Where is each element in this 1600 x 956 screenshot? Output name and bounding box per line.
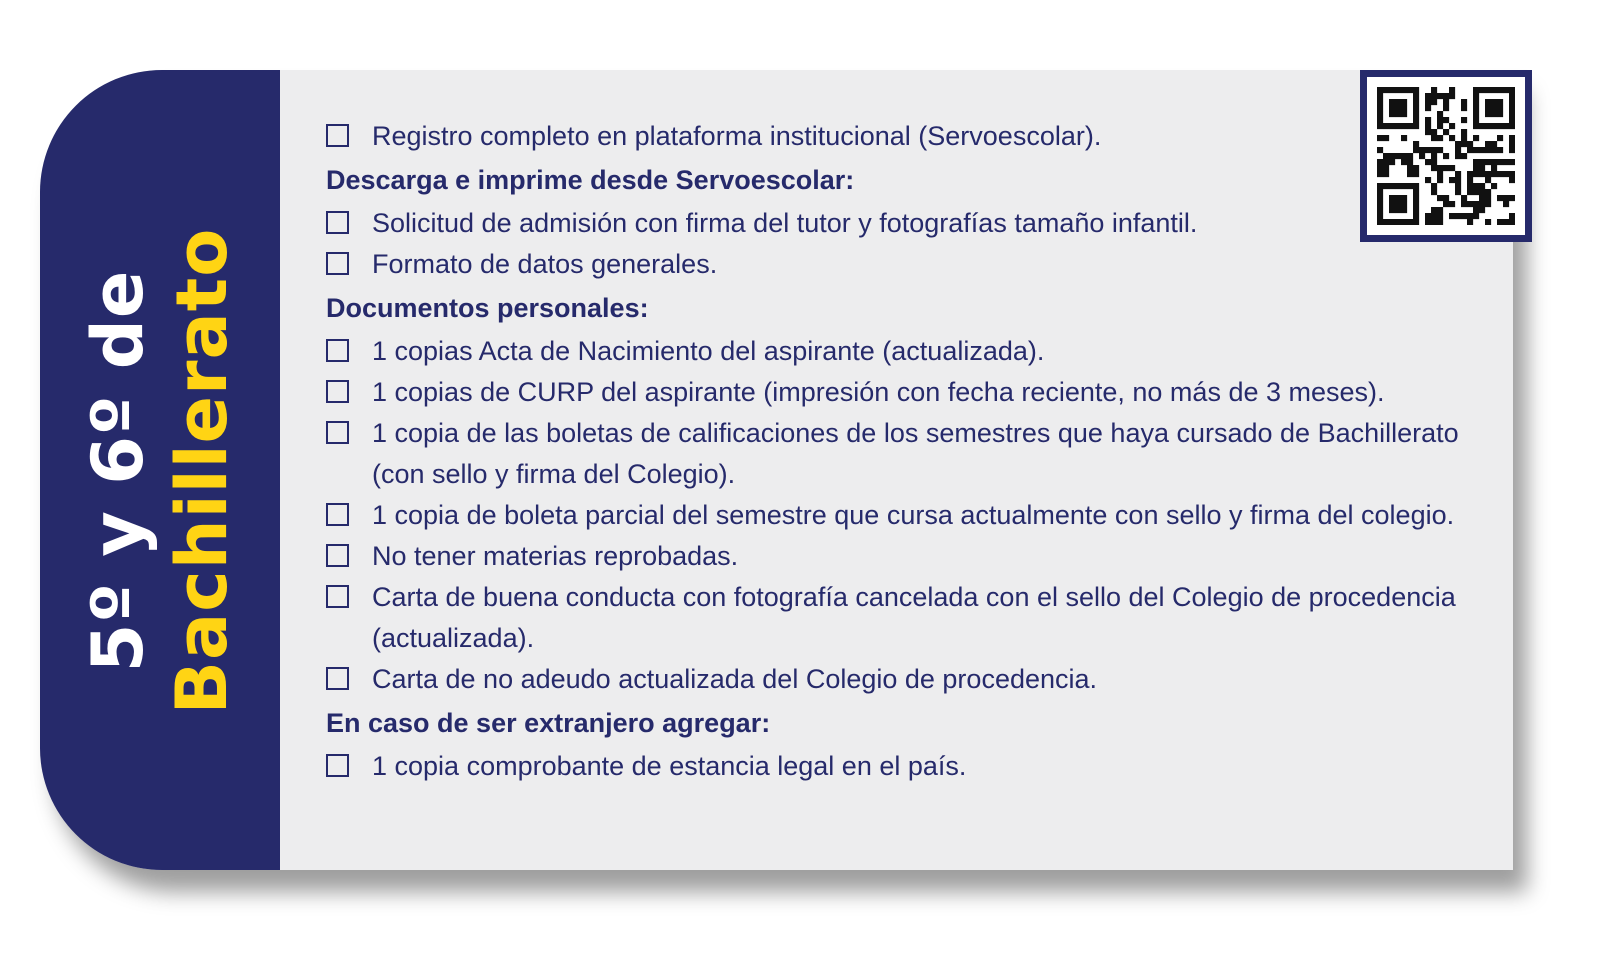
side-banner: [40, 70, 280, 870]
qr-module: [1479, 201, 1485, 207]
item-text: 1 copias de CURP del aspirante (impresión con fecha reciente, no más de 3 meses).: [372, 377, 1385, 407]
qr-module: [1491, 147, 1497, 153]
qr-module: [1485, 99, 1491, 105]
qr-module: [1491, 159, 1497, 165]
qr-module: [1509, 195, 1515, 201]
qr-module: [1479, 147, 1485, 153]
item-text: Registro completo en plataforma institucional (Servoescolar).: [372, 121, 1102, 151]
section-heading-download: Descarga e imprime desde Servoescolar:: [326, 165, 855, 195]
qr-module: [1431, 93, 1437, 99]
qr-module: [1491, 123, 1497, 129]
qr-module: [1479, 123, 1485, 129]
qr-module: [1485, 141, 1491, 147]
qr-module: [1467, 189, 1473, 195]
qr-module: [1443, 105, 1449, 111]
qr-module: [1377, 105, 1383, 111]
qr-module: [1401, 87, 1407, 93]
qr-module: [1509, 111, 1515, 117]
qr-module: [1491, 165, 1497, 171]
checkbox[interactable]: [326, 503, 349, 526]
qr-module: [1491, 183, 1497, 189]
qr-module: [1467, 183, 1473, 189]
qr-module: [1485, 189, 1491, 195]
qr-module: [1473, 147, 1479, 153]
checklist-item: [326, 536, 1466, 577]
qr-module: [1509, 147, 1515, 153]
qr-module: [1413, 87, 1419, 93]
qr-module: [1491, 99, 1497, 105]
qr-module: [1503, 195, 1509, 201]
checkbox[interactable]: [326, 667, 349, 690]
qr-module: [1413, 93, 1419, 99]
qr-module: [1413, 99, 1419, 105]
qr-module: [1467, 177, 1473, 183]
qr-module: [1485, 159, 1491, 165]
section-heading-personal-docs: Documentos personales:: [326, 293, 649, 323]
qr-module: [1449, 93, 1455, 99]
qr-module: [1473, 201, 1479, 207]
qr-module: [1473, 87, 1479, 93]
qr-module: [1467, 219, 1473, 225]
qr-module: [1497, 195, 1503, 201]
qr-module: [1467, 201, 1473, 207]
qr-module: [1467, 213, 1473, 219]
qr-module: [1485, 123, 1491, 129]
checklist-item: [326, 577, 1466, 659]
qr-module: [1479, 87, 1485, 93]
qr-module: [1485, 201, 1491, 207]
qr-module: [1509, 117, 1515, 123]
item-text: Formato de datos generales.: [372, 249, 718, 279]
checklist-item: [326, 413, 1466, 495]
checkbox[interactable]: [326, 544, 349, 567]
item-text: 1 copias Acta de Nacimiento del aspirante (actualizada).: [372, 336, 1045, 366]
qr-module: [1473, 105, 1479, 111]
checkbox[interactable]: [326, 339, 349, 362]
qr-module: [1497, 87, 1503, 93]
item-text: Solicitud de admisión con firma del tutor y fotografías tamaño infantil.: [372, 208, 1198, 238]
qr-module: [1449, 87, 1455, 93]
qr-module: [1509, 219, 1515, 225]
qr-module: [1509, 141, 1515, 147]
qr-module: [1461, 99, 1467, 105]
qr-module: [1491, 111, 1497, 117]
side-title-grade: 5º y 6º de: [77, 269, 159, 673]
qr-module: [1401, 99, 1407, 105]
section-heading-foreign: En caso de ser extranjero agregar:: [326, 708, 771, 738]
qr-module: [1425, 105, 1431, 111]
qr-module: [1479, 165, 1485, 171]
qr-module: [1467, 147, 1473, 153]
qr-module: [1509, 87, 1515, 93]
item-text: Carta de buena conducta con fotografía cancelada con el sello del Colegio de procedencia (actualizada).: [372, 582, 1456, 653]
item-text: No tener materias reprobadas.: [372, 541, 739, 571]
qr-module: [1497, 147, 1503, 153]
qr-module: [1497, 171, 1503, 177]
qr-module: [1377, 93, 1383, 99]
qr-module: [1503, 87, 1509, 93]
qr-module: [1509, 135, 1515, 141]
qr-module: [1437, 93, 1443, 99]
qr-module: [1479, 171, 1485, 177]
qr-module: [1503, 159, 1509, 165]
checkbox[interactable]: [326, 585, 349, 608]
qr-module: [1479, 183, 1485, 189]
side-title: [76, 228, 244, 715]
qr-module: [1491, 105, 1497, 111]
checkbox[interactable]: [326, 754, 349, 777]
qr-module: [1473, 111, 1479, 117]
checklist-item: [326, 244, 1466, 285]
qr-module: [1497, 99, 1503, 105]
qr-module: [1383, 87, 1389, 93]
qr-module: [1485, 87, 1491, 93]
checkbox[interactable]: [326, 252, 349, 275]
qr-module: [1485, 105, 1491, 111]
qr-module: [1497, 159, 1503, 165]
qr-module: [1461, 105, 1467, 111]
checklist-item: [326, 331, 1466, 372]
qr-module: [1497, 111, 1503, 117]
qr-module: [1473, 123, 1479, 129]
qr-module: [1485, 111, 1491, 117]
qr-module: [1485, 171, 1491, 177]
qr-module: [1431, 99, 1437, 105]
qr-module: [1479, 159, 1485, 165]
qr-module: [1473, 165, 1479, 171]
qr-module: [1425, 99, 1431, 105]
item-text: 1 copia de las boletas de calificaciones de los semestres que haya cursado de Bachillerato (con sello y firma del Colegio).: [372, 418, 1459, 489]
qr-module: [1389, 99, 1395, 105]
checklist-item: [326, 495, 1466, 536]
qr-module: [1485, 147, 1491, 153]
qr-module: [1377, 99, 1383, 105]
qr-module: [1473, 213, 1479, 219]
qr-module: [1467, 141, 1473, 147]
qr-module: [1377, 87, 1383, 93]
qr-module: [1503, 171, 1509, 177]
checklist-item: [326, 203, 1466, 244]
checkbox[interactable]: [326, 380, 349, 403]
qr-module: [1467, 171, 1473, 177]
side-title-level: Bachillerato: [161, 227, 243, 715]
qr-module: [1503, 201, 1509, 207]
qr-module: [1473, 207, 1479, 213]
qr-module: [1473, 135, 1479, 141]
qr-module: [1431, 87, 1437, 93]
qr-module: [1389, 105, 1395, 111]
qr-module: [1395, 105, 1401, 111]
checkbox[interactable]: [326, 211, 349, 234]
qr-module: [1509, 105, 1515, 111]
qr-module: [1473, 117, 1479, 123]
qr-module: [1509, 159, 1515, 165]
qr-module: [1479, 195, 1485, 201]
qr-module: [1473, 159, 1479, 165]
qr-module: [1509, 171, 1515, 177]
checkbox[interactable]: [326, 421, 349, 444]
qr-module: [1491, 141, 1497, 147]
qr-module: [1485, 195, 1491, 201]
checkbox[interactable]: [326, 124, 349, 147]
item-text: 1 copia comprobante de estancia legal en el país.: [372, 751, 967, 781]
qr-module: [1407, 87, 1413, 93]
qr-module: [1473, 171, 1479, 177]
qr-module: [1473, 189, 1479, 195]
qr-module: [1503, 123, 1509, 129]
checklist-item: [326, 372, 1466, 413]
qr-module: [1485, 219, 1491, 225]
qr-module: [1509, 93, 1515, 99]
qr-module: [1473, 183, 1479, 189]
qr-module: [1491, 171, 1497, 177]
qr-module: [1425, 93, 1431, 99]
qr-module: [1443, 99, 1449, 105]
checklist-item: [326, 659, 1466, 700]
qr-module: [1395, 87, 1401, 93]
qr-module: [1497, 219, 1503, 225]
qr-module: [1497, 105, 1503, 111]
qr-module: [1479, 207, 1485, 213]
qr-module: [1389, 87, 1395, 93]
qr-module: [1497, 135, 1503, 141]
qr-module: [1503, 219, 1509, 225]
item-text: 1 copia de boleta parcial del semestre que cursa actualmente con sello y firma del colegio.: [372, 500, 1455, 530]
qr-module: [1413, 105, 1419, 111]
qr-module: [1473, 93, 1479, 99]
qr-module: [1443, 93, 1449, 99]
checklist: [326, 116, 1466, 787]
qr-module: [1497, 123, 1503, 129]
qr-module: [1491, 87, 1497, 93]
qr-module: [1509, 177, 1515, 183]
qr-module: [1395, 99, 1401, 105]
qr-module: [1509, 99, 1515, 105]
checklist-item: [326, 746, 1466, 787]
qr-module: [1479, 189, 1485, 195]
item-text: Carta de no adeudo actualizada del Colegio de procedencia.: [372, 664, 1098, 694]
qr-module: [1401, 105, 1407, 111]
checklist-item: [326, 116, 1466, 157]
qr-module: [1509, 123, 1515, 129]
qr-module: [1509, 213, 1515, 219]
qr-module: [1485, 177, 1491, 183]
qr-module: [1473, 99, 1479, 105]
